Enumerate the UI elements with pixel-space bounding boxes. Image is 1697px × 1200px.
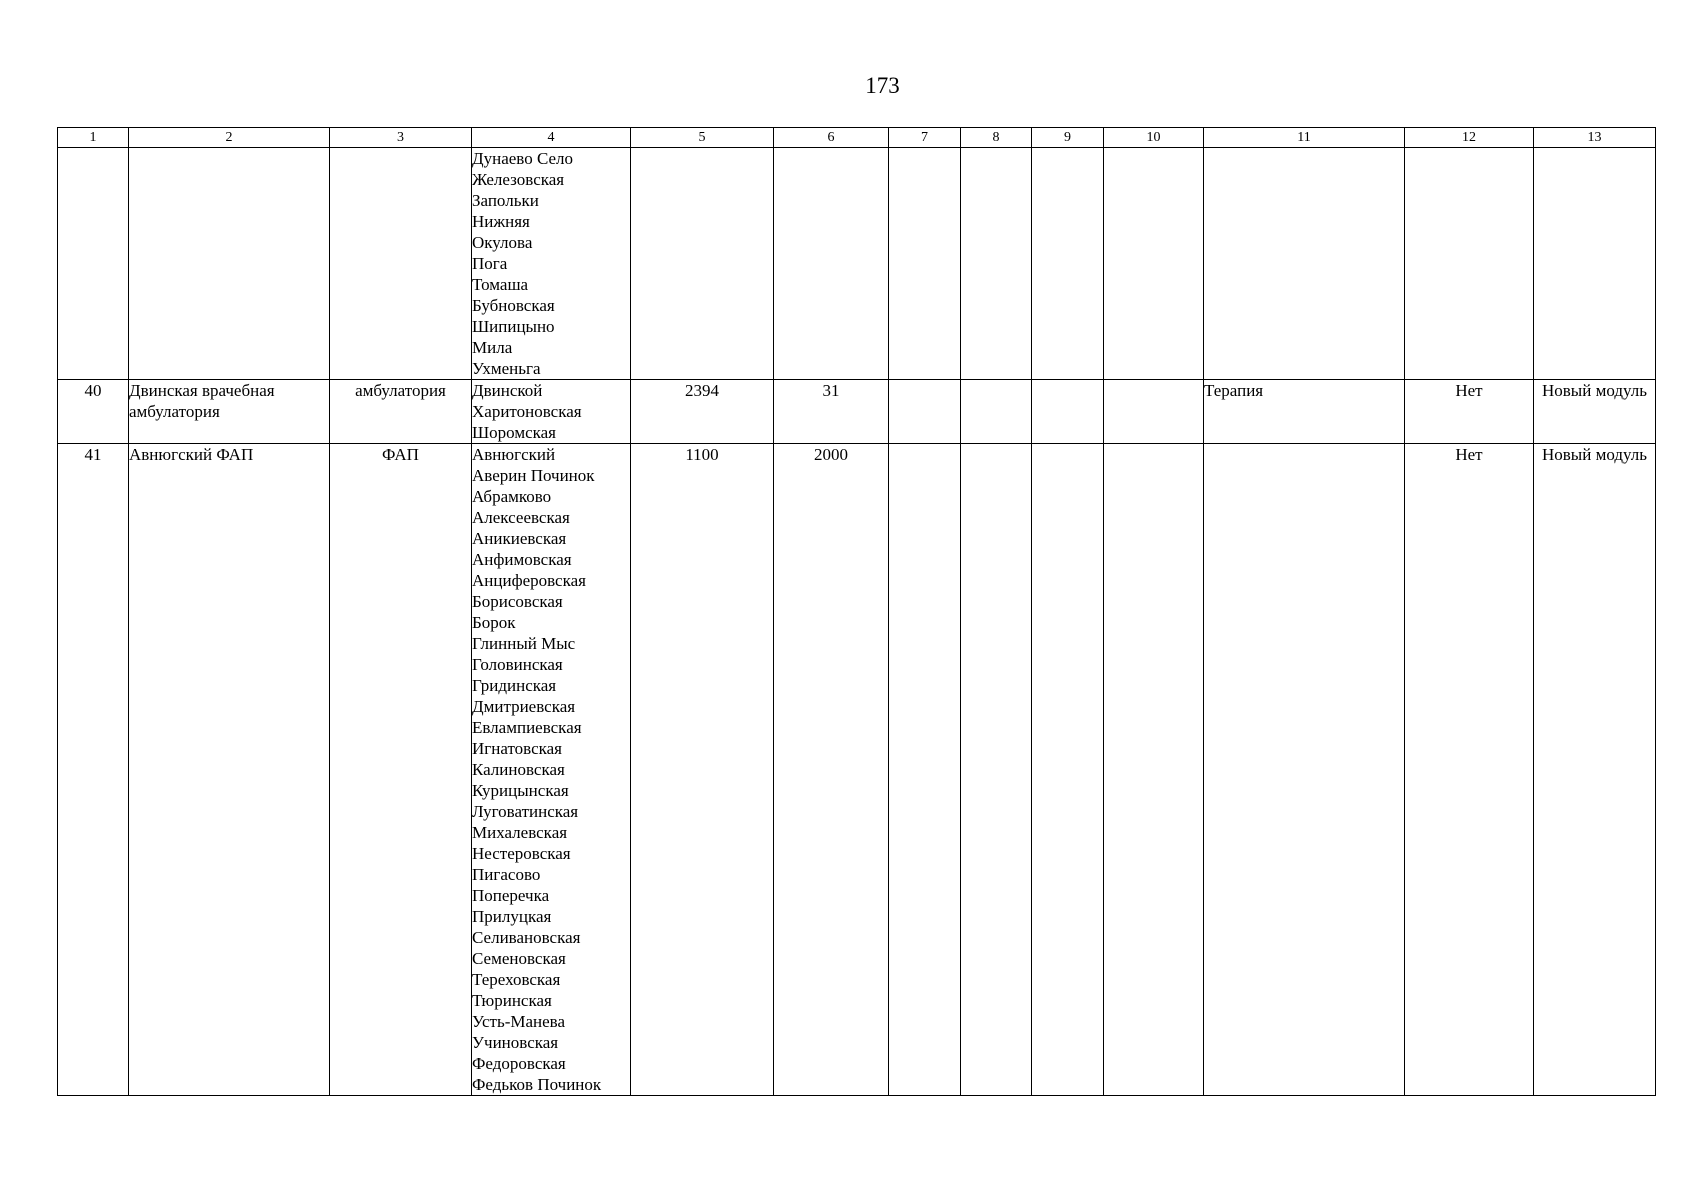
cell-col-11 xyxy=(1204,148,1405,380)
settlement-name: Михалевская xyxy=(472,823,568,842)
settlement-name: Селивановская xyxy=(472,928,581,947)
cell-col-10 xyxy=(1104,444,1204,1096)
table-row xyxy=(58,380,1656,444)
settlement-name: Головинская xyxy=(472,655,563,674)
cell-col-7 xyxy=(889,444,961,1096)
settlement-name: Курицынская xyxy=(472,781,569,800)
cell-col-12 xyxy=(1405,148,1534,380)
cell-col-10 xyxy=(1104,148,1204,380)
page-number: 173 xyxy=(865,73,900,98)
settlement-name: Запольки xyxy=(472,191,539,210)
settlement-name: Борисовская xyxy=(472,592,563,611)
cell-settlements xyxy=(472,148,631,380)
cell-col-13: Новый модуль xyxy=(1534,380,1656,444)
settlement-name: Аверин Починок xyxy=(472,466,595,485)
settlement-name: Поперечка xyxy=(472,886,550,905)
cell-col-10 xyxy=(1104,380,1204,444)
column-header-11: 11 xyxy=(1204,128,1405,148)
cell-settlements xyxy=(472,380,631,444)
cell-col-8 xyxy=(961,148,1032,380)
cell-facility-type xyxy=(330,148,472,380)
column-header-3: 3 xyxy=(330,128,472,148)
cell-facility-name: Авнюгский ФАП xyxy=(129,444,330,1096)
settlement-name: Ухменьга xyxy=(472,359,541,378)
settlement-name: Аникиевская xyxy=(472,529,567,548)
settlement-name: Авнюгский xyxy=(472,445,556,464)
settlement-name: Окулова xyxy=(472,233,533,252)
settlement-name: Пигасово xyxy=(472,865,541,884)
settlement-name: Бубновская xyxy=(472,296,555,315)
settlement-name: Калиновская xyxy=(472,760,565,779)
column-header-1: 1 xyxy=(58,128,129,148)
settlement-name: Пога xyxy=(472,254,508,273)
settlement-name: Глинный Мыс xyxy=(472,634,576,653)
settlement-name: Нижняя xyxy=(472,212,530,231)
settlement-name: Учиновская xyxy=(472,1033,559,1052)
column-header-2: 2 xyxy=(129,128,330,148)
settlement-name: Усть-Манева xyxy=(472,1012,566,1031)
cell-col-12: Нет xyxy=(1405,444,1534,1096)
cell-facility-type: амбулатория xyxy=(330,380,472,444)
settlement-name: Нестеровская xyxy=(472,844,571,863)
column-header-12: 12 xyxy=(1405,128,1534,148)
cell-col-7 xyxy=(889,148,961,380)
cell-facility-type: ФАП xyxy=(330,444,472,1096)
settlement-name: Борок xyxy=(472,613,516,632)
cell-settlements xyxy=(472,444,631,1096)
table-row xyxy=(58,148,1656,380)
table-row xyxy=(58,444,1656,1096)
cell-col-6: 2000 xyxy=(774,444,889,1096)
cell-col-7 xyxy=(889,380,961,444)
cell-col-5: 1100 xyxy=(631,444,774,1096)
table-body xyxy=(58,148,1656,1096)
facilities-table xyxy=(57,127,1656,1096)
settlement-name: Луговатинская xyxy=(472,802,579,821)
settlement-name: Абрамково xyxy=(472,487,552,506)
cell-number: 40 xyxy=(58,380,129,444)
settlement-name: Семеновская xyxy=(472,949,566,968)
settlement-name: Шоромская xyxy=(472,423,556,442)
cell-col-5 xyxy=(631,148,774,380)
column-header-4: 4 xyxy=(472,128,631,148)
column-header-9: 9 xyxy=(1032,128,1104,148)
cell-col-9 xyxy=(1032,380,1104,444)
column-header-6: 6 xyxy=(774,128,889,148)
settlement-name: Шипицыно xyxy=(472,317,555,336)
settlement-name: Двинской xyxy=(472,381,543,400)
cell-col-12: Нет xyxy=(1405,380,1534,444)
settlement-name: Прилуцкая xyxy=(472,907,552,926)
column-header-10: 10 xyxy=(1104,128,1204,148)
settlement-name: Железовская xyxy=(472,170,565,189)
settlement-name: Федьков Починок xyxy=(472,1075,602,1094)
cell-col-13: Новый модуль xyxy=(1534,444,1656,1096)
cell-number: 41 xyxy=(58,444,129,1096)
settlement-name: Гридинская xyxy=(472,676,557,695)
cell-col-9 xyxy=(1032,148,1104,380)
cell-col-6: 31 xyxy=(774,380,889,444)
settlement-name: Евлампиевская xyxy=(472,718,582,737)
column-header-7: 7 xyxy=(889,128,961,148)
settlement-name: Томаша xyxy=(472,275,529,294)
cell-facility-name xyxy=(129,148,330,380)
cell-col-9 xyxy=(1032,444,1104,1096)
cell-col-11 xyxy=(1204,444,1405,1096)
settlement-name: Игнатовская xyxy=(472,739,562,758)
column-header-8: 8 xyxy=(961,128,1032,148)
cell-col-8 xyxy=(961,380,1032,444)
column-header-13: 13 xyxy=(1534,128,1656,148)
settlement-name: Анциферовская xyxy=(472,571,586,590)
table-header-row xyxy=(58,128,1656,148)
settlement-name: Дунаево Село xyxy=(472,149,574,168)
cell-col-11: Терапия xyxy=(1204,380,1405,444)
settlement-name: Анфимовская xyxy=(472,550,572,569)
column-header-5: 5 xyxy=(631,128,774,148)
settlement-name: Алексеевская xyxy=(472,508,570,527)
settlement-name: Мила xyxy=(472,338,513,357)
cell-col-8 xyxy=(961,444,1032,1096)
settlement-name: Дмитриевская xyxy=(472,697,576,716)
cell-number xyxy=(58,148,129,380)
settlement-name: Тюринская xyxy=(472,991,552,1010)
cell-col-13 xyxy=(1534,148,1656,380)
cell-col-5: 2394 xyxy=(631,380,774,444)
settlement-name: Федоровская xyxy=(472,1054,566,1073)
cell-col-6 xyxy=(774,148,889,380)
settlement-name: Харитоновская xyxy=(472,402,582,421)
settlement-name: Тереховская xyxy=(472,970,561,989)
cell-facility-name: Двинская врачебная амбулатория xyxy=(129,380,330,444)
